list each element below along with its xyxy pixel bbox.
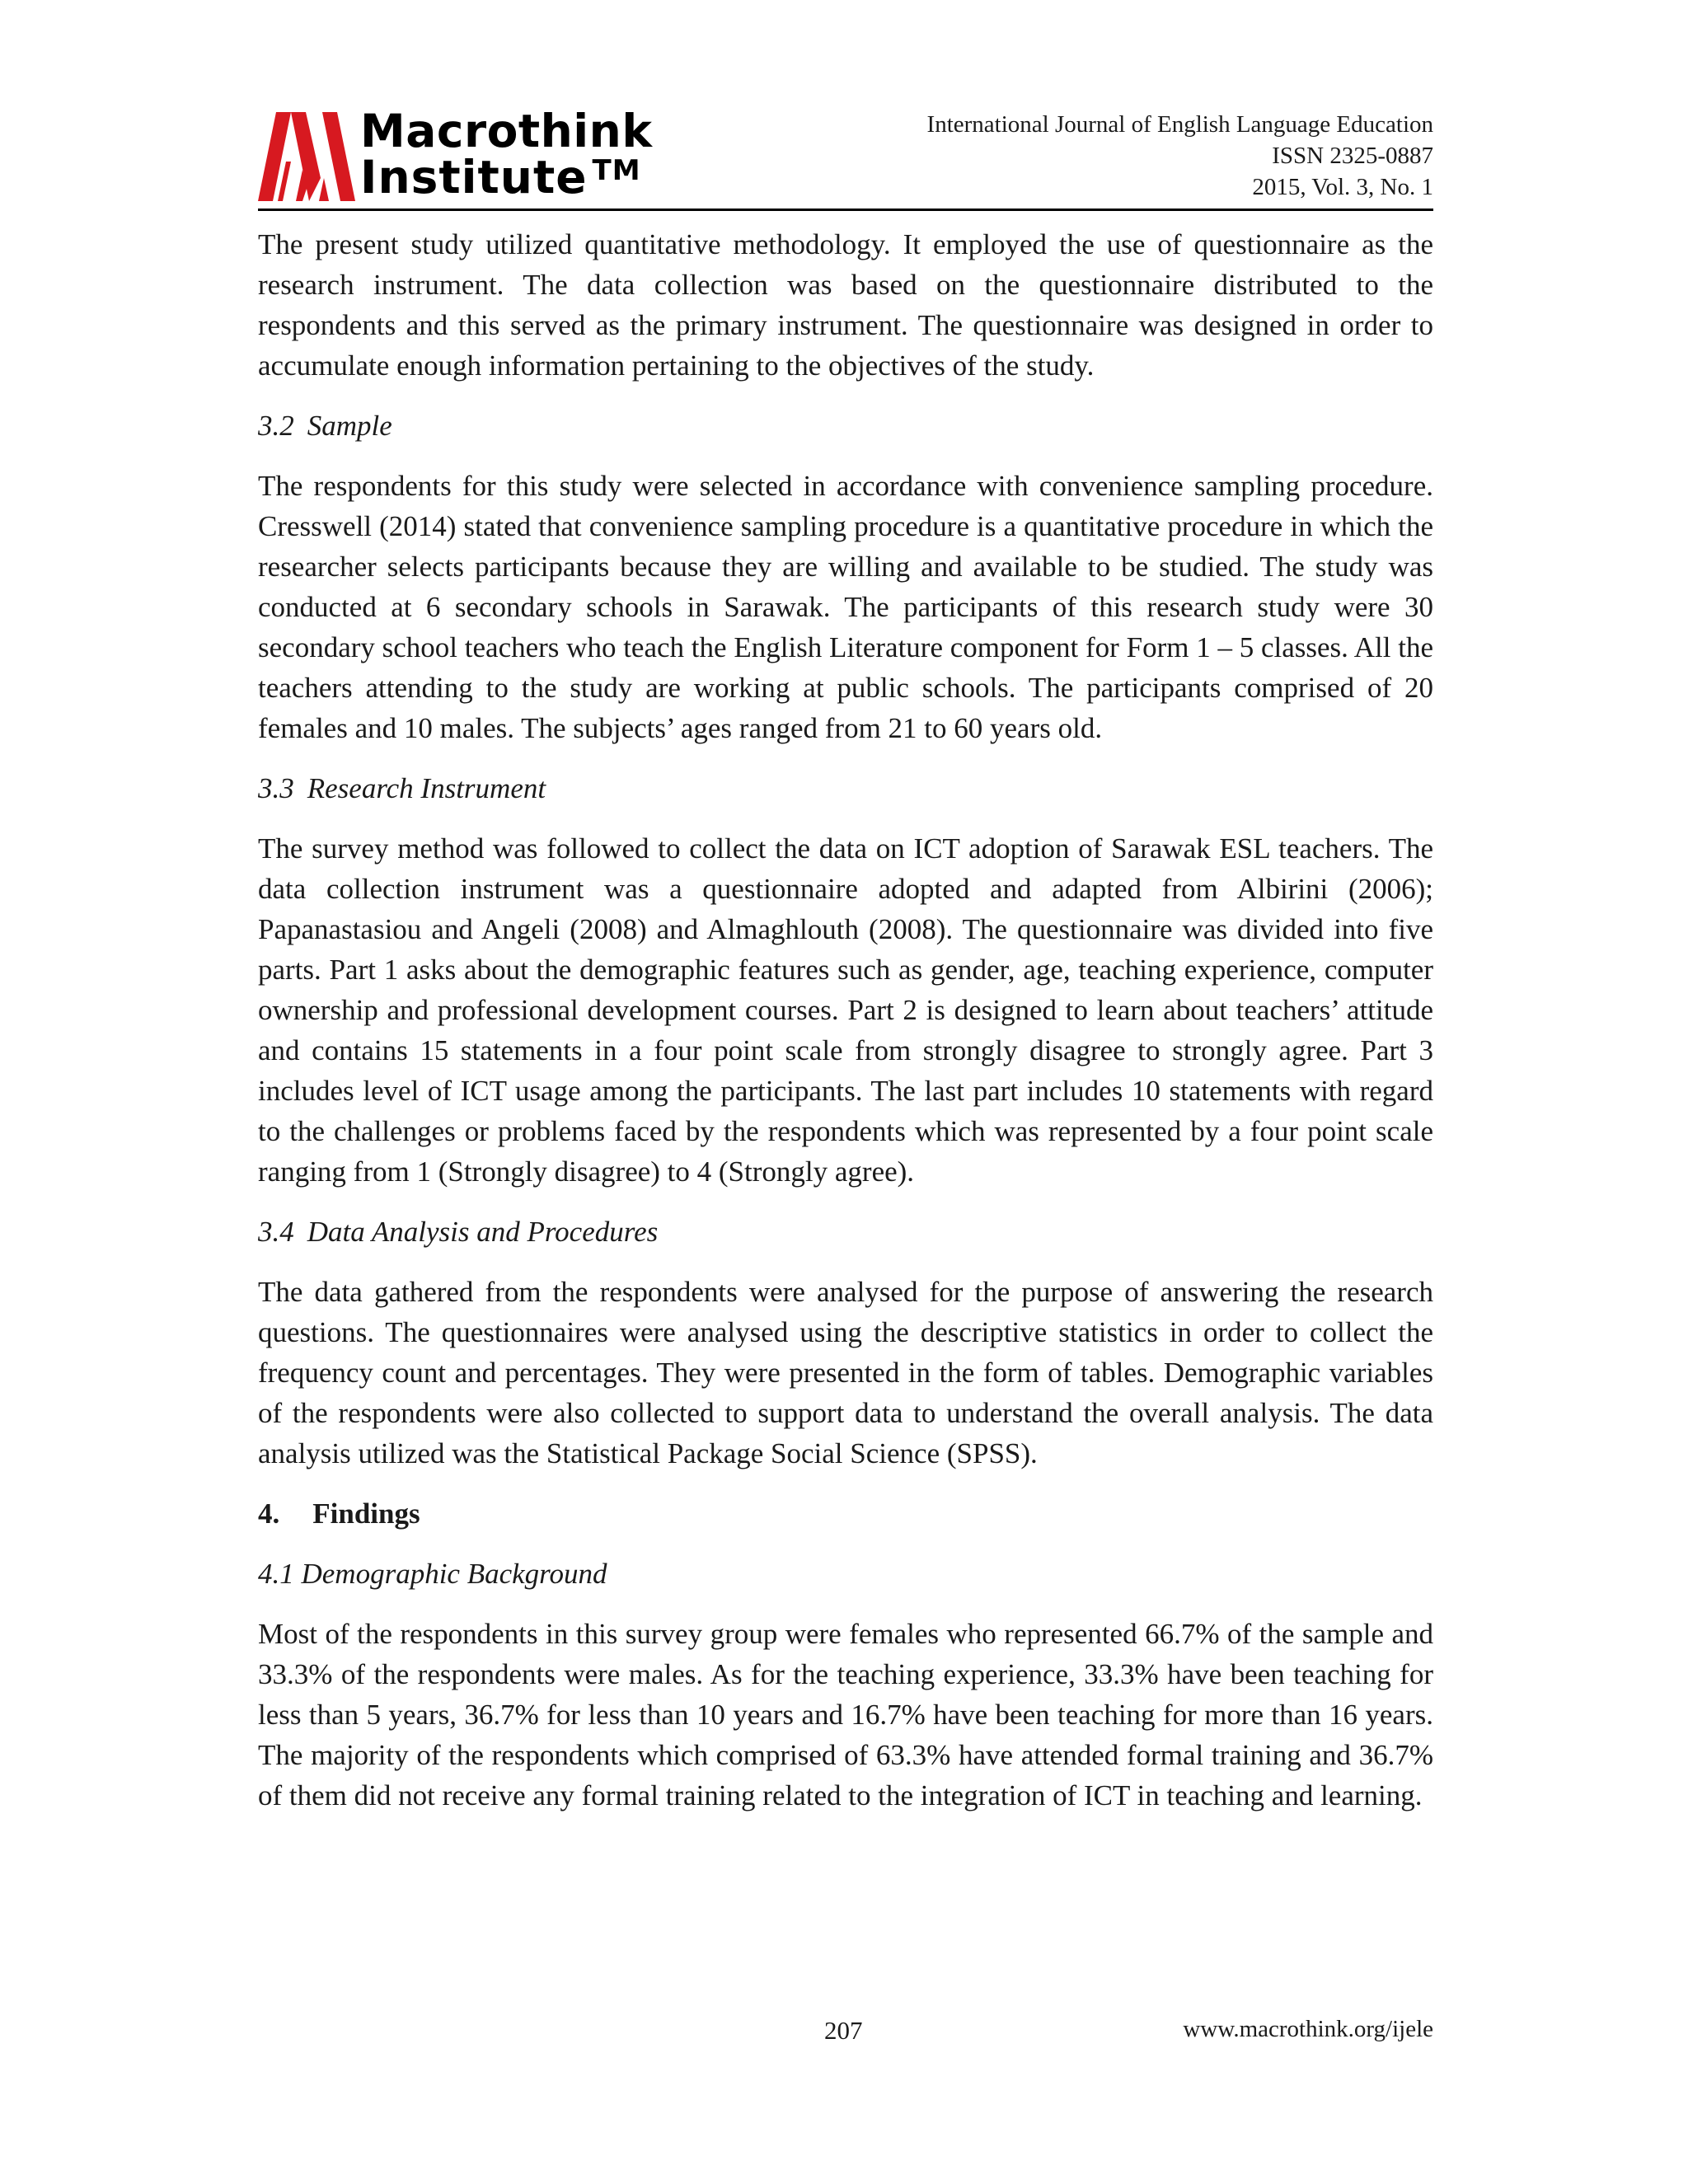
macrothink-logo-mark-icon xyxy=(258,112,355,201)
section-title: Findings xyxy=(312,1497,420,1530)
section-heading-sample xyxy=(258,405,1433,446)
section-number: 3.3 xyxy=(258,772,294,804)
section-title: Sample xyxy=(307,410,392,442)
page-number: 207 xyxy=(824,2016,863,2045)
journal-name: International Journal of English Language Education xyxy=(926,111,1433,138)
journal-info xyxy=(927,109,1433,203)
section-title: Data Analysis and Procedures xyxy=(307,1216,659,1248)
paragraph-sample: The respondents for this study were selected in accordance with convenience sampling procedure. Cresswell (2014) stated that convenience sampling procedure is a quantitative procedure in which the researcher selects participants because they are willing and available to be studied. The study was conducted at 6 secondary schools in Sarawak. The participants of this research study were 30 secondary school teachers who teach the English Literature component for Form 1 – 5 classes. All the teachers attending to the study are working at public schools. The participants comprised of 20 females and 10 males. The subjects’ ages ranged from 21 to 60 years old. xyxy=(258,470,1433,744)
macrothink-logo xyxy=(258,105,670,204)
header-divider xyxy=(258,209,1433,211)
journal-volume: 2015, Vol. 3, No. 1 xyxy=(1252,174,1433,200)
paragraph-methodology: The present study utilized quantitative methodology. It employed the use of questionnaire as the research instrument. The data collection was based on the questionnaire distributed to the respondents and this served as the primary instrument. The questionnaire was designed in order to accumulate enough information pertaining to the objectives of the study. xyxy=(258,228,1433,382)
journal-url: www.macrothink.org/ijele xyxy=(1183,2016,1433,2042)
logo-trademark: TM xyxy=(592,154,641,187)
paragraph-data-analysis: The data gathered from the respondents were analysed for the purpose of answering the research questions. The questionnaires were analysed using the descriptive statistics in order to collect the frequency count and percentages. They were presented in the form of tables. Demographic variables of the respondents were also collected to support data to understand the overall analysis. The data analysis utilized was the Statistical Package Social Science (SPSS). xyxy=(258,1276,1433,1469)
logo-line-institute xyxy=(360,151,652,204)
journal-issn: ISSN 2325-0887 xyxy=(1272,143,1433,169)
page-header xyxy=(258,107,1433,206)
section-number: 3.4 xyxy=(258,1216,294,1248)
section-title: Research Instrument xyxy=(307,772,546,804)
section-heading-data-analysis xyxy=(258,1212,1433,1252)
article-body xyxy=(258,224,1433,1816)
section-number: 4. xyxy=(258,1497,280,1530)
section-heading-findings xyxy=(258,1493,1433,1534)
logo-wordmark xyxy=(360,105,653,204)
paragraph-demographic-background: Most of the respondents in this survey group were females who represented 66.7% of the sample and 33.3% of the respondents were males. As for the teaching experience, 33.3% have been teaching for less than 5 years, 36.7% for less than 10 years and 16.7% have been teaching for more than 16 years. The majority of the respondents which comprised of 63.3% have attended formal training and 36.7% of them did not receive any formal training related to the integration of ICT in teaching and learning. xyxy=(258,1618,1433,1811)
logo-line-macrothink: Macrothink xyxy=(360,105,653,157)
section-heading-research-instrument xyxy=(258,768,1433,808)
paragraph-research-instrument: The survey method was followed to collect the data on ICT adoption of Sarawak ESL teachers. The data collection instrument was a questionnaire adopted and adapted from Albirini (2006); Papanastasiou and Angeli (2008) and Almaghlouth (2008). The questionnaire was divided into five parts. Part 1 asks about the demographic features such as gender, age, teaching experience, computer ownership and professional development courses. Part 2 is designed to learn about teachers’ attitude and contains 15 statements in a four point scale from strongly disagree to strongly agree. Part 3 includes level of ICT usage among the participants. The last part includes 10 statements with regard to the challenges or problems faced by the respondents which was represented by a four point scale ranging from 1 (Strongly disagree) to 4 (Strongly agree). xyxy=(258,832,1433,1188)
section-number: 3.2 xyxy=(258,410,294,442)
logo-institute-text: Institute xyxy=(360,151,588,204)
section-heading-demographic-background: 4.1 Demographic Background xyxy=(258,1558,607,1590)
